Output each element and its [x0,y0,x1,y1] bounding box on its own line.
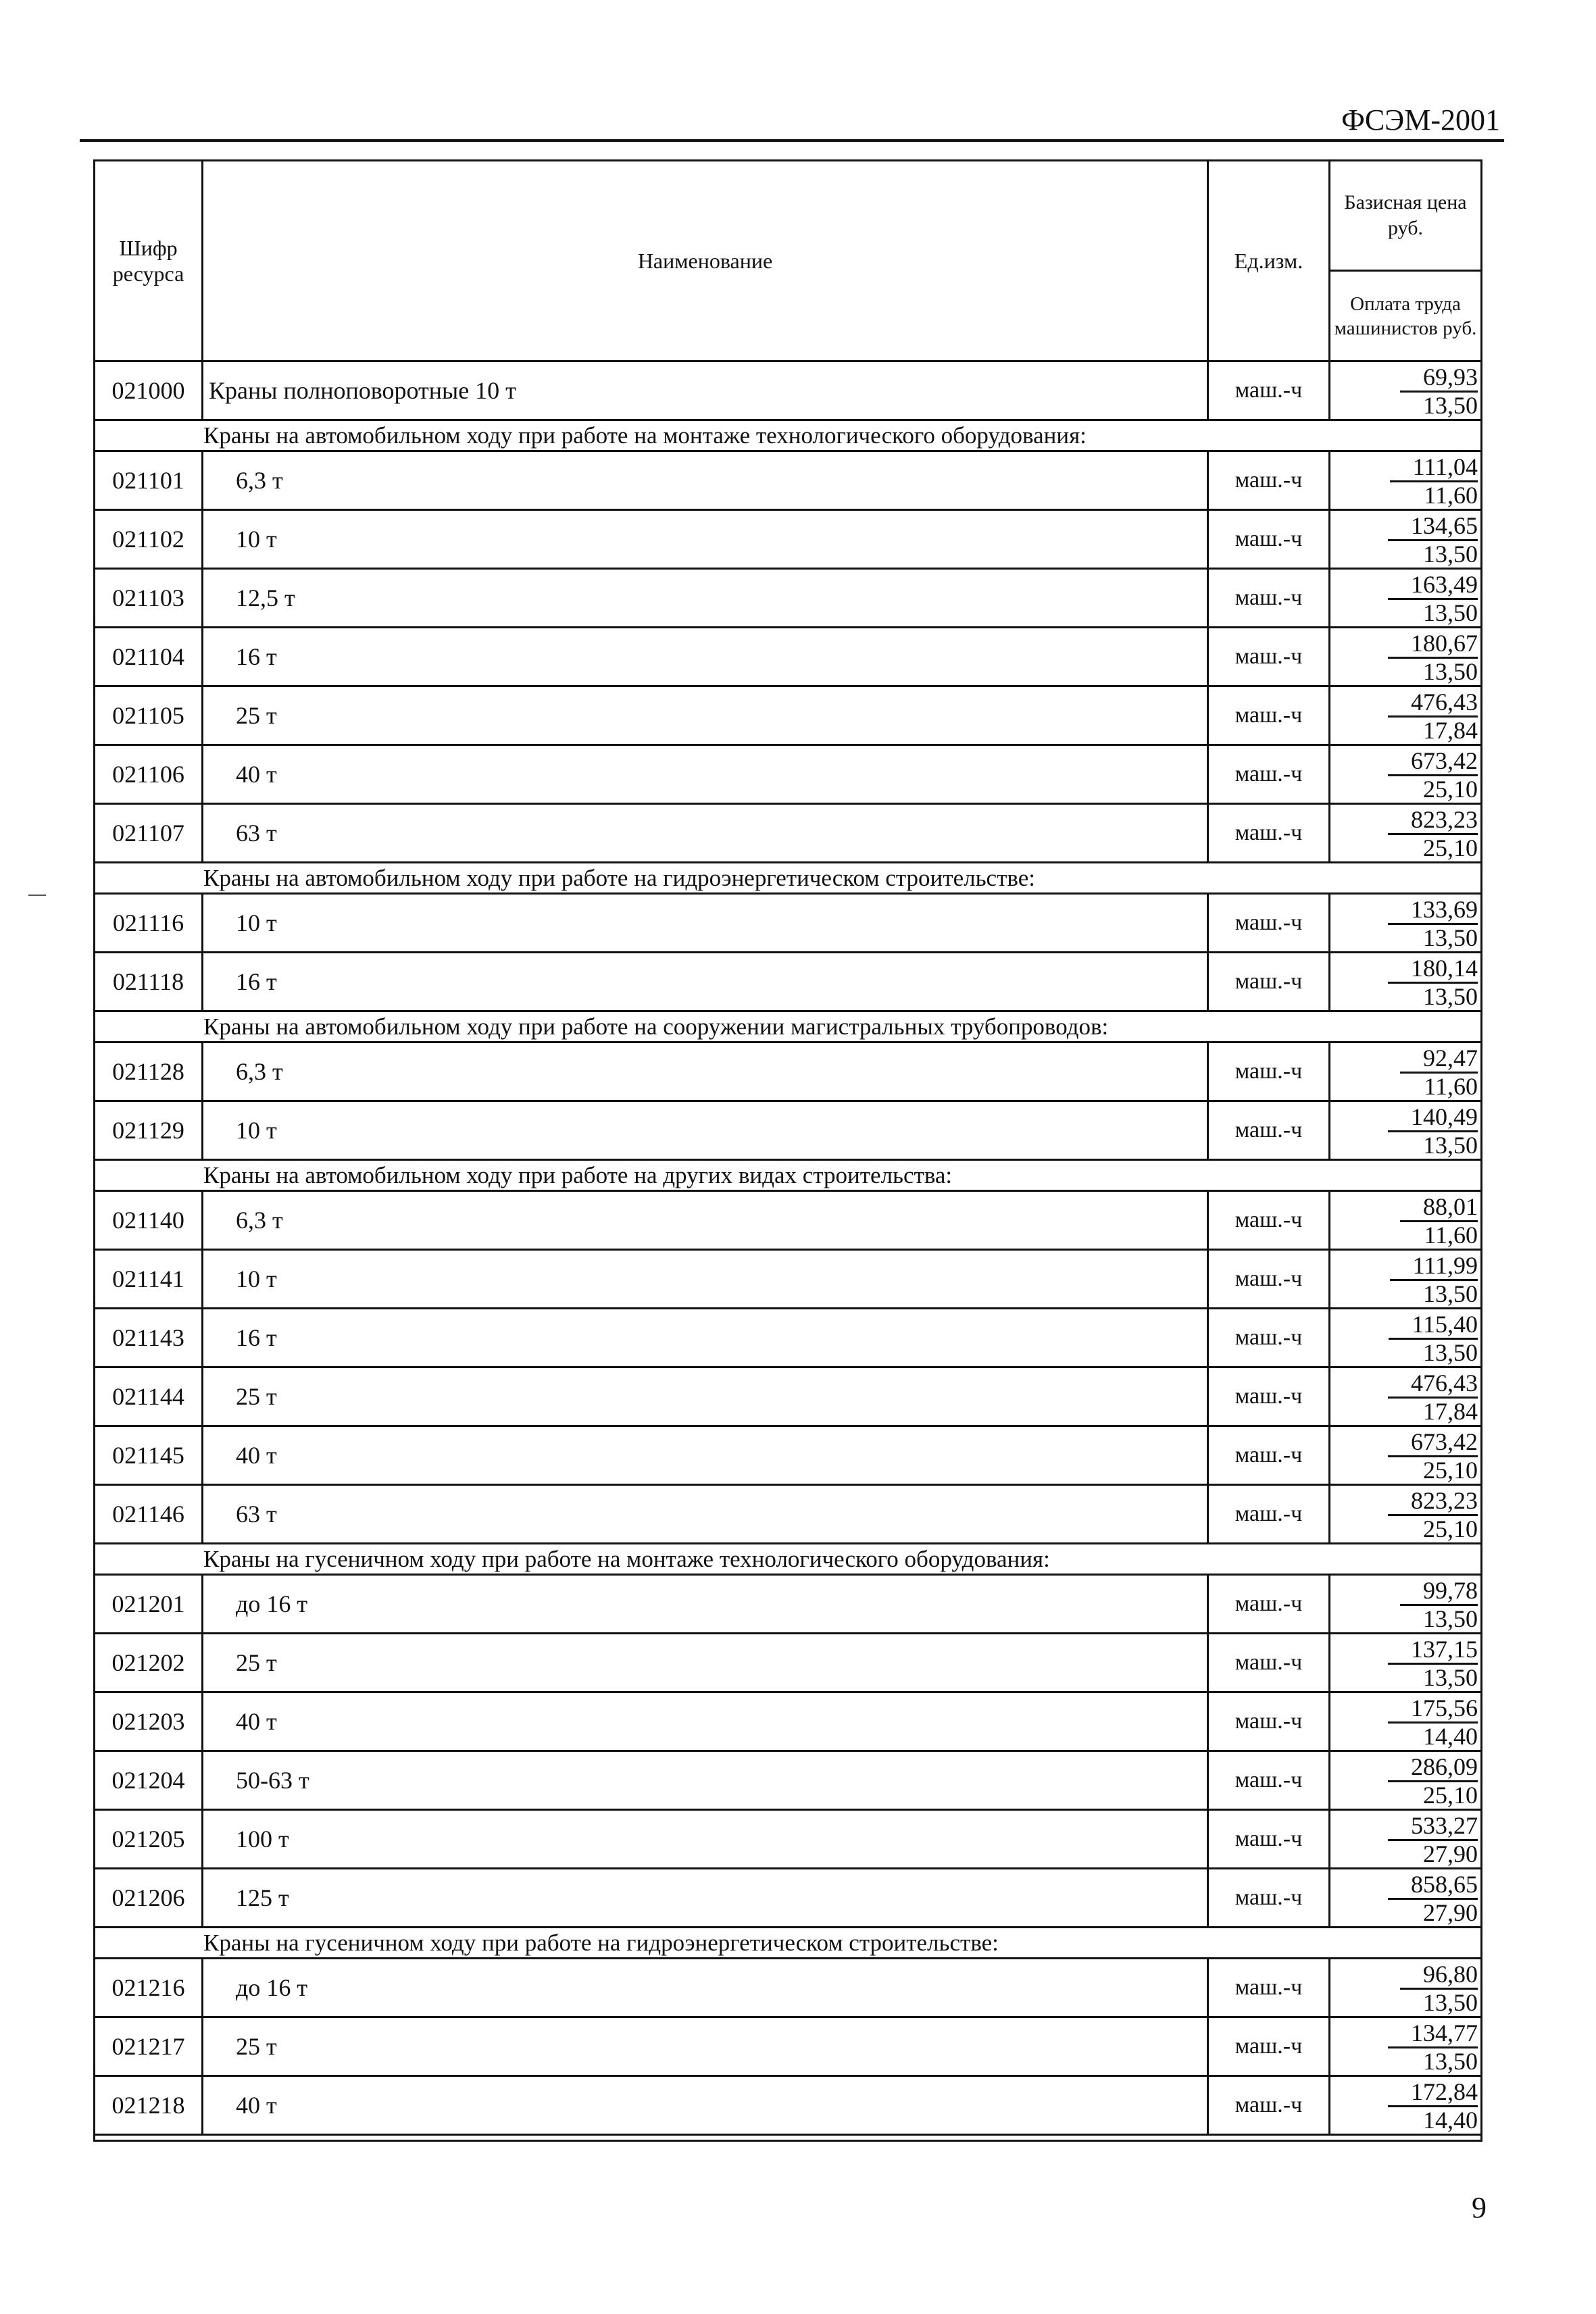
unit-of-measure: маш.-ч [1209,1427,1330,1484]
operator-pay: 17,84 [1423,1398,1478,1425]
table-row [95,805,1480,863]
unit-of-measure: маш.-ч [1209,1811,1330,1867]
unit-of-measure: маш.-ч [1209,1576,1330,1632]
resource-name: 6,3 т [203,452,1209,509]
table-row [95,1576,1480,1634]
operator-pay: 27,90 [1423,1840,1478,1867]
resource-code: 021203 [95,1693,203,1750]
resource-code: 021106 [95,746,203,803]
document-code: ФСЭМ-2001 [1341,103,1500,136]
operator-pay: 13,50 [1423,1280,1478,1307]
group-heading-row [95,1544,1480,1576]
resource-name: 100 т [203,1811,1209,1867]
operator-pay: 13,50 [1423,1605,1478,1632]
resource-code: 021217 [95,2018,203,2075]
base-price: 175,56 [1388,1694,1478,1724]
table-row [95,1752,1480,1811]
header-rule [80,139,1504,142]
unit-of-measure: маш.-ч [1209,1869,1330,1926]
resource-name: 10 т [203,511,1209,568]
resource-code: 021141 [95,1251,203,1307]
operator-pay: 13,50 [1423,924,1478,951]
resource-name: 25 т [203,1634,1209,1691]
operator-pay: 27,90 [1423,1899,1478,1926]
table-row [95,2018,1480,2077]
column-header-price [1330,161,1480,360]
base-price: 88,01 [1400,1193,1478,1222]
group-heading-row [95,421,1480,452]
operator-pay: 13,50 [1423,599,1478,626]
price-cell [1330,1427,1480,1484]
resource-code: 021144 [95,1368,203,1425]
base-price: 96,80 [1400,1961,1478,1990]
unit-of-measure: маш.-ч [1209,1634,1330,1691]
column-header-name: Наименование [203,161,1209,360]
resource-code: 021103 [95,570,203,626]
resource-code: 021128 [95,1043,203,1100]
base-price: 111,04 [1390,453,1478,482]
group-heading-row [95,1928,1480,1959]
unit-of-measure: маш.-ч [1209,2018,1330,2075]
table-row [95,953,1480,1012]
header-divider [1330,270,1480,272]
base-price: 134,65 [1388,512,1478,541]
unit-of-measure: маш.-ч [1209,805,1330,861]
table-row [95,1102,1480,1161]
resource-code: 021206 [95,1869,203,1926]
operator-pay: 13,50 [1423,983,1478,1010]
table-row [95,1043,1480,1102]
resource-name: 25 т [203,687,1209,744]
base-price: 134,77 [1388,2019,1478,2048]
price-cell [1330,1752,1480,1809]
resource-name: Краны полноповоротные 10 т [203,362,1209,419]
price-cell [1330,1693,1480,1750]
unit-of-measure: маш.-ч [1209,362,1330,419]
price-cell [1330,1368,1480,1425]
base-price: 140,49 [1388,1103,1478,1132]
price-cell [1330,570,1480,626]
price-cell [1330,1251,1480,1307]
operator-pay: 14,40 [1423,2107,1478,2134]
base-price: 858,65 [1388,1871,1478,1900]
base-price: 99,78 [1400,1577,1478,1606]
base-price: 180,14 [1388,955,1478,984]
resource-name: 16 т [203,953,1209,1010]
operator-pay: 25,10 [1423,1515,1478,1542]
resource-name: 10 т [203,1251,1209,1307]
unit-of-measure: маш.-ч [1209,1693,1330,1750]
price-cell [1330,1309,1480,1366]
operator-pay: 13,50 [1423,1989,1478,2016]
column-header-operator-pay: Оплата труда машинистов руб. [1334,293,1477,339]
resource-code: 021204 [95,1752,203,1809]
unit-of-measure: маш.-ч [1209,1368,1330,1425]
resource-name: 10 т [203,1102,1209,1159]
unit-of-measure: маш.-ч [1209,1486,1330,1542]
base-price: 115,40 [1389,1311,1478,1340]
unit-of-measure: маш.-ч [1209,953,1330,1010]
base-price: 133,69 [1388,896,1478,925]
resource-code: 021201 [95,1576,203,1632]
unit-of-measure: маш.-ч [1209,1102,1330,1159]
table-row [95,895,1480,953]
table-row [95,1192,1480,1251]
operator-pay: 13,50 [1423,2048,1478,2075]
resource-name: 16 т [203,1309,1209,1366]
resource-code: 021146 [95,1486,203,1542]
group-heading: Краны на автомобильном ходу при работе на монтаже технологического оборудования: [203,422,1087,449]
base-price: 286,09 [1388,1753,1478,1782]
table-row [95,1309,1480,1368]
resource-name: до 16 т [203,1959,1209,2016]
unit-of-measure: маш.-ч [1209,1043,1330,1100]
price-cell [1330,2018,1480,2075]
resource-code: 021216 [95,1959,203,2016]
resource-code: 021129 [95,1102,203,1159]
base-price: 180,67 [1388,630,1478,659]
resource-name: 40 т [203,1427,1209,1484]
table-row [95,1251,1480,1309]
resource-code: 021118 [95,953,203,1010]
unit-of-measure: маш.-ч [1209,628,1330,685]
price-cell [1330,1102,1480,1159]
table-row [95,1368,1480,1427]
base-price: 137,15 [1388,1636,1478,1665]
price-cell [1330,953,1480,1010]
page-number: 9 [1472,2191,1487,2224]
group-heading: Краны на автомобильном ходу при работе на сооружении магистральных трубопроводов: [203,1013,1109,1040]
table-row [95,687,1480,746]
base-price: 172,84 [1388,2078,1478,2107]
operator-pay: 25,10 [1423,776,1478,803]
table-row [95,1486,1480,1544]
table-row [95,628,1480,687]
table-row [95,1811,1480,1869]
price-cell [1330,1192,1480,1249]
resource-name: 40 т [203,746,1209,803]
table-row [95,570,1480,628]
group-heading-row [95,1012,1480,1043]
base-price: 476,43 [1388,1369,1478,1399]
unit-of-measure: маш.-ч [1209,1192,1330,1249]
column-header-base-price: Базисная цена руб. [1344,191,1467,239]
operator-pay: 11,60 [1424,1073,1478,1100]
price-cell [1330,1634,1480,1691]
resource-name: до 16 т [203,1576,1209,1632]
price-cell [1330,895,1480,951]
operator-pay: 25,10 [1423,1782,1478,1809]
resource-name: 63 т [203,805,1209,861]
table-row [95,746,1480,805]
resource-code: 021145 [95,1427,203,1484]
operator-pay: 25,10 [1423,834,1478,861]
resource-code: 021102 [95,511,203,568]
unit-of-measure: маш.-ч [1209,746,1330,803]
price-cell [1330,1811,1480,1867]
resource-name: 50-63 т [203,1752,1209,1809]
table-row [95,362,1480,421]
resource-code: 021101 [95,452,203,509]
table-body [95,362,1480,2136]
group-heading-row [95,1161,1480,1192]
price-cell [1330,1959,1480,2016]
operator-pay: 13,50 [1423,1132,1478,1159]
group-heading-row [95,863,1480,895]
resource-name: 25 т [203,2018,1209,2075]
group-heading: Краны на автомобильном ходу при работе на других видах строительства: [203,1162,953,1188]
operator-pay: 13,50 [1423,392,1478,419]
resource-name: 125 т [203,1869,1209,1926]
operator-pay: 13,50 [1423,658,1478,685]
table-row [95,511,1480,570]
resource-name: 10 т [203,895,1209,951]
base-price: 823,23 [1388,1487,1478,1516]
operator-pay: 14,40 [1423,1723,1478,1750]
resource-code: 021202 [95,1634,203,1691]
resource-code: 021104 [95,628,203,685]
resource-name: 6,3 т [203,1192,1209,1249]
unit-of-measure: маш.-ч [1209,1309,1330,1366]
unit-of-measure: маш.-ч [1209,511,1330,568]
resource-code: 021205 [95,1811,203,1867]
table-row [95,452,1480,511]
unit-of-measure: маш.-ч [1209,2077,1330,2134]
resource-name: 6,3 т [203,1043,1209,1100]
table-row [95,1427,1480,1486]
resource-name: 40 т [203,2077,1209,2134]
column-header-code: Шифр ресурса [95,161,203,360]
resource-code: 021107 [95,805,203,861]
base-price: 163,49 [1388,571,1478,600]
operator-pay: 17,84 [1423,717,1478,744]
resource-code: 021105 [95,687,203,744]
price-cell [1330,1043,1480,1100]
price-cell [1330,628,1480,685]
resource-code: 021000 [95,362,203,419]
operator-pay: 11,60 [1424,1222,1478,1249]
base-price: 673,42 [1388,1428,1478,1457]
resource-name: 25 т [203,1368,1209,1425]
base-price: 111,99 [1390,1252,1478,1281]
resource-name: 63 т [203,1486,1209,1542]
resource-code: 021116 [95,895,203,951]
table-row [95,1693,1480,1752]
base-price: 69,93 [1400,363,1478,393]
unit-of-measure: маш.-ч [1209,1752,1330,1809]
operator-pay: 11,60 [1424,482,1478,509]
price-cell [1330,511,1480,568]
base-price: 533,27 [1388,1812,1478,1841]
column-header-unit: Ед.изм. [1209,161,1330,360]
base-price: 476,43 [1388,688,1478,718]
resource-code: 021140 [95,1192,203,1249]
unit-of-measure: маш.-ч [1209,895,1330,951]
price-table [93,159,1482,2142]
unit-of-measure: маш.-ч [1209,687,1330,744]
table-row [95,1634,1480,1693]
base-price: 92,47 [1400,1045,1478,1074]
price-cell [1330,362,1480,419]
resource-name: 12,5 т [203,570,1209,626]
unit-of-measure: маш.-ч [1209,452,1330,509]
resource-code: 021143 [95,1309,203,1366]
unit-of-measure: маш.-ч [1209,1959,1330,2016]
resource-name: 40 т [203,1693,1209,1750]
operator-pay: 13,50 [1423,1664,1478,1691]
margin-mark [28,895,46,896]
price-cell [1330,2077,1480,2134]
unit-of-measure: маш.-ч [1209,1251,1330,1307]
price-cell [1330,1576,1480,1632]
group-heading: Краны на гусеничном ходу при работе на гидроэнергетическом строительстве: [203,1930,999,1956]
price-cell [1330,1486,1480,1542]
operator-pay: 13,50 [1423,1339,1478,1366]
operator-pay: 25,10 [1423,1457,1478,1484]
price-cell [1330,1869,1480,1926]
price-cell [1330,687,1480,744]
resource-code: 021218 [95,2077,203,2134]
price-cell [1330,746,1480,803]
group-heading: Краны на автомобильном ходу при работе на гидроэнергетическом строительстве: [203,865,1035,891]
resource-name: 16 т [203,628,1209,685]
table-row [95,1869,1480,1928]
base-price: 673,42 [1388,747,1478,776]
price-cell [1330,805,1480,861]
base-price: 823,23 [1388,806,1478,835]
table-row [95,2077,1480,2136]
group-heading: Краны на гусеничном ходу при работе на монтаже технологического оборудования: [203,1546,1050,1572]
unit-of-measure: маш.-ч [1209,570,1330,626]
price-cell [1330,452,1480,509]
operator-pay: 13,50 [1423,540,1478,568]
table-row [95,1959,1480,2018]
